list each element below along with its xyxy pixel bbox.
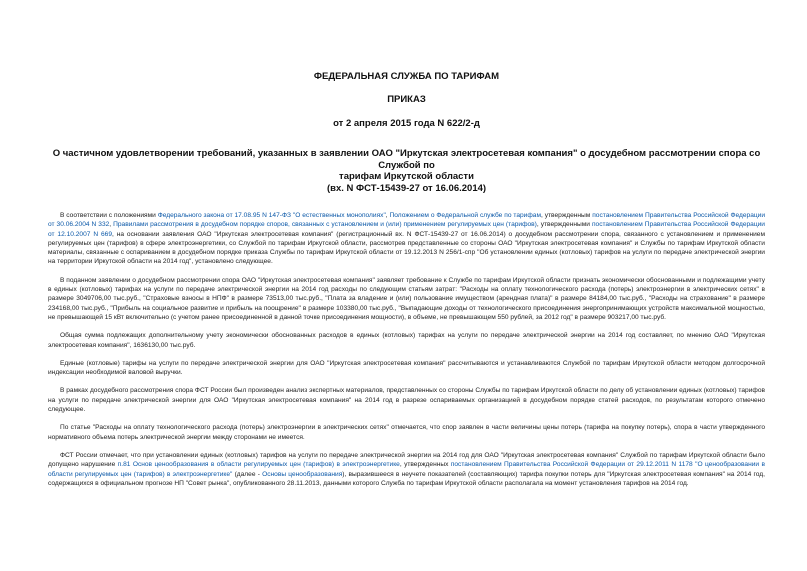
title-line-3: (вх. N ФСТ-15439-27 от 16.06.2014) (326, 182, 487, 194)
document-title (48, 148, 765, 194)
document-link[interactable]: Правилами рассмотрения в досудебном порядке споров, связанных с установлением и (или) применением регулируемых цен (тарифов) (113, 221, 537, 229)
document-link[interactable]: постановлением Правительства Российской Федерации от 29.12.2011 N 1178 "О ценообразовании в области регулируемых цен (тарифов) в электроэнергетике" (48, 461, 765, 478)
paragraph-3 (48, 331, 765, 350)
document-link[interactable]: Основы ценообразования (262, 470, 343, 478)
paragraph-7 (48, 451, 765, 488)
title-line-1: О частичном удовлетворении требований, указанных в заявлении ОАО "Иркутская электросетевая компания" о досудебном рассмотрении спора со Службой по (52, 148, 761, 171)
paragraph-text: В поданном заявлении о досудебном рассмотрении спора ОАО "Иркутская электросетевая компания" заявляет требование к Службе по тарифам Иркутской области признать экономически обоснованными и подлежащими учету в единых (котловых) тарифах на услуги по передаче электрической энергии на 2014 год расходы по следующим статьям затрат: "Расходы на оплату технологического расхода (потерь) электроэнергии в электрических сетях" в размере 3049706,00 тыс.руб., "Страховые взносы в НПФ" в размере 73513,00 тыс.руб., "Плата за владение и (или) пользование имуществом (арендная плата)" в размере 84184,00 тыс.руб., "Расходы на страхование" в размере 234168,00 тыс.руб., "Прибыль на социальное развитие и прибыль на поощрение" в размере 103380,00 тыс.руб., "Выпадающие доходы от технологического присоединения энергопринимающих устройств максимальной мощностью, не превышающей 15 кВт включительно (с учетом ранее присоединенной в данной точке присоединения мощности), в объеме, не превышающем 550 рублей, за 2012 год" в размере 903217,00 тыс.руб. (48, 276, 765, 321)
paragraph-2 (48, 276, 765, 322)
paragraph-text: , утвержденным (541, 212, 593, 219)
paragraph-text: ), выразившееся в неучете показателей (составляющих) тарифа покупки потерь для "Иркутская электросетевая компания" на 2014 год, содержащихся в официальном прогнозе НП "Совет рынка", опубликованного 28.11.2013, данными которого Служба по тарифам Иркутской области располагала на момент установления тарифов на 2014 год. (48, 470, 765, 487)
title-line-2: тарифам Иркутской области (339, 171, 474, 182)
paragraph-text: , утвержденными (536, 221, 592, 229)
paragraph-text: , (109, 221, 114, 229)
paragraph-4 (48, 359, 765, 378)
paragraph-text: В рамках досудебного рассмотрения спора ФСТ России был произведен анализ экспертных материалов, представленных со стороны Службы по тарифам Иркутской области по делу об установлении единых (котловых) тарифов на услуги по передаче электрической энергии для ОАО "Иркутская электросетевая компания" на 2014 год в разрезе оспариваемых организацией в досудебном порядке статей расходов, по результатам которого отмечено следующее. (48, 387, 765, 414)
organization-heading: ФЕДЕРАЛЬНАЯ СЛУЖБА ПО ТАРИФАМ (313, 71, 500, 82)
document-body (48, 211, 765, 488)
document-type-heading: ПРИКАЗ (387, 94, 426, 105)
paragraph-text: В соответствии с положениями (60, 212, 158, 219)
paragraph-text: , на основании заявления ОАО "Иркутская электросетевая компания" (регистрационный вх. N ФСТ-15439-27 от 16.06.2014) о досудебном рассмотрении спора, связанного с установлением и применением регулируемых цен (тарифов) в сфере электроэнергетики, со Службой по тарифам Иркутской области, рассмотрев представленные со стороны ОАО "Иркутская электросетевая компания" и Службы по тарифам Иркутской области материалы, связанные с оспариванием в досудебном порядке приказа Службы по тарифам Иркутской области от 19.12.2013 N 256/1-спр "Об установлении единых (котловых) тарифов на услуги по передаче электрической энергии на территории Иркутской области на 2014 год", установлено следующее. (48, 230, 765, 266)
paragraph-5 (48, 386, 765, 414)
paragraph-text: Единые (котловые) тарифы на услуги по передаче электрической энергии для ОАО "Иркутская электросетевая компания" рассчитываются и устанавливаются Службой по тарифам Иркутской области методом долгосрочной индексации необходимой валовой выручки. (48, 359, 765, 377)
document-link[interactable]: Положением о Федеральной службе по тарифам (389, 212, 541, 219)
paragraph-1 (48, 211, 765, 267)
paragraph-text: , утвержденных (399, 461, 451, 469)
document-date: от 2 апреля 2015 года N 622/2-д (333, 118, 480, 129)
paragraph-6 (48, 423, 765, 442)
document-link[interactable]: постановлением Правительства Российской Федерации от 30.06.2004 N 332 (48, 212, 766, 229)
document-link[interactable]: п.81 Основ ценообразования в области регулируемых цен (тарифов) в электроэнергетике (117, 461, 400, 469)
document-link[interactable]: постановлением Правительства Российской Федерации от 12.10.2007 N 669 (48, 221, 765, 238)
paragraph-text: ФСТ России отмечает, что при установлении единых (котловых) тарифов на услуги по передаче электрической энергии на 2014 год для ОАО "Иркутская электросетевая компания" Службой по тарифам Иркутской области было допущено нарушение (48, 451, 765, 469)
paragraph-text: Общая сумма подлежащих дополнительному учету экономически обоснованных расходов в единых (котловых) тарифах на услуги по передаче электрической энергии на 2014 год составляет, по мнению ОАО "Иркутская электросетевая компания", 1636130,00 тыс.руб. (48, 332, 765, 349)
paragraph-text: , (385, 212, 390, 219)
paragraph-text: По статье "Расходы на оплату технологического расхода (потерь) электроэнергии в электрических сетях" отмечается, что спор заявлен в части величины цены потерь (тарифа на покупку потерь), спора в части утвержденного нормативного объема потерь электрической энергии между сторонами не имеется. (48, 424, 765, 441)
paragraph-text: (далее - (232, 470, 263, 478)
document-link[interactable]: Федерального закона от 17.08.95 N 147-ФЗ "О естественных монополиях" (157, 212, 386, 219)
